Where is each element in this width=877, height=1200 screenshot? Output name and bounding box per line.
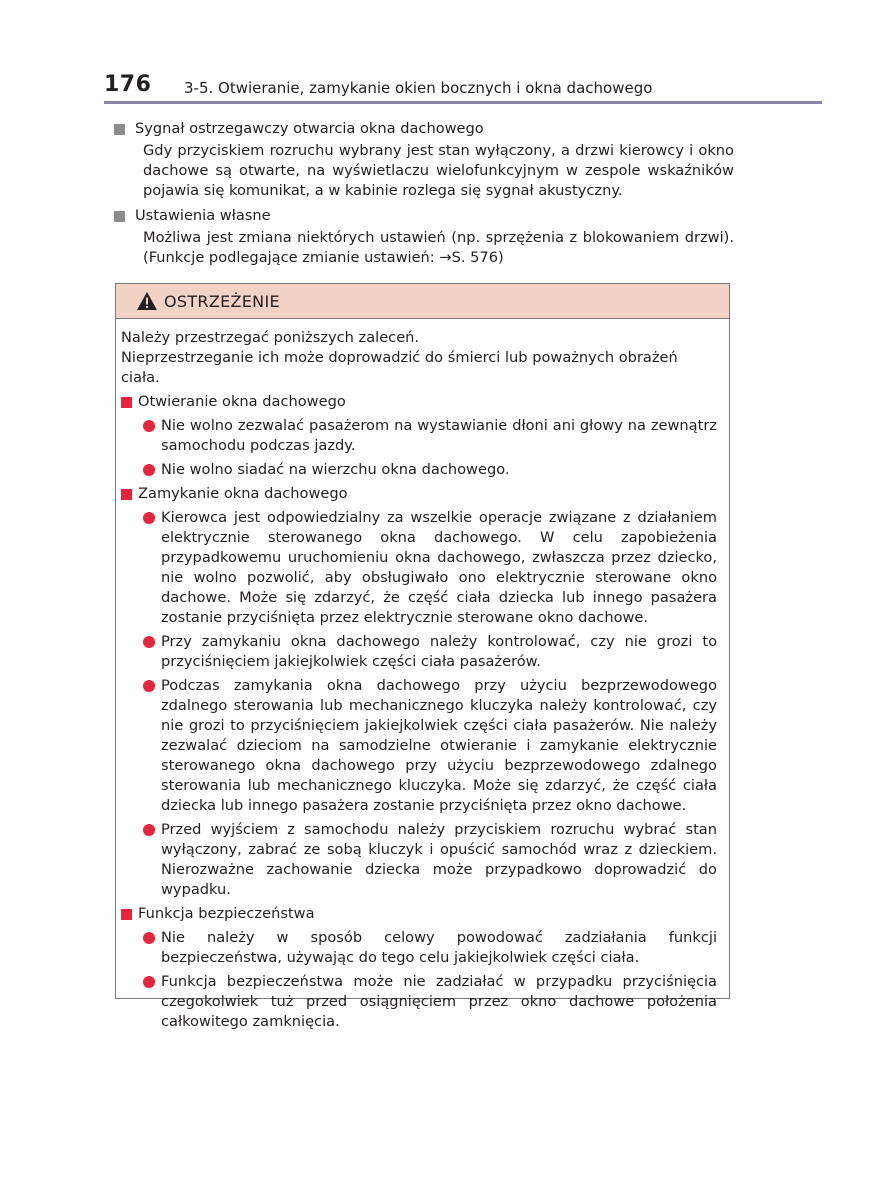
square-bullet-icon xyxy=(121,489,132,500)
bullet-dot-icon xyxy=(143,464,155,476)
warning-group-heading xyxy=(121,484,717,504)
section-heading xyxy=(114,206,734,226)
warning-intro-line: Nieprzestrzeganie ich może doprowadzić do śmierci lub poważnych obrażeń ciała. xyxy=(121,349,678,386)
warning-body xyxy=(116,319,729,1032)
section-paragraph: Gdy przyciskiem rozruchu wybrany jest stan wyłączony, a drzwi kierowcy i okno dachowe są otwarte, na wyświetlaczu wielofunkcyjnym w zespole wskaźników pojawia się komunikat, a w kabinie rozlega się sygnał akustyczny. xyxy=(143,142,734,199)
page-header xyxy=(0,0,877,104)
bullet-dot-icon xyxy=(143,636,155,648)
bullet-dot-icon xyxy=(143,976,155,988)
warning-bullet-text: Nie należy w sposób celowy powodować zadziałania funkcji bezpieczeństwa, używając do tego celu jakiejkolwiek części ciała. xyxy=(161,929,717,966)
warning-bullet-text: Nie wolno siadać na wierzchu okna dachowego. xyxy=(161,461,510,478)
section-custom-settings xyxy=(114,206,734,268)
warning-bullet xyxy=(143,928,717,968)
square-bullet-icon xyxy=(114,211,125,222)
warning-bullet xyxy=(143,972,717,1032)
warning-bullet xyxy=(143,820,717,900)
warning-group-heading-text: Funkcja bezpieczeństwa xyxy=(138,905,315,922)
square-bullet-icon xyxy=(121,909,132,920)
warning-bullet xyxy=(143,460,717,480)
warning-bullet xyxy=(143,676,717,816)
square-bullet-icon xyxy=(121,397,132,408)
header-divider xyxy=(104,101,822,104)
warning-header xyxy=(116,284,729,319)
section-heading-text: Sygnał ostrzegawczy otwarcia okna dachowego xyxy=(135,120,484,137)
warning-bullet-text: Kierowca jest odpowiedzialny za wszelkie operacje związane z działaniem elektrycznie sterowanego okna dachowego. W celu zapobieżenia przypadkowemu uruchomieniu okna dachowego, zwłaszcza przez dziecko, nie wolno pozwolić, aby obsługiwało ono elektrycznie sterowane okno dachowe. Może się zdarzyć, że część ciała dziecka lub innego pasażera zostanie przyciśnięta przez elektrycznie sterowane okno dachowe. xyxy=(161,509,717,626)
section-paragraph: Możliwa jest zmiana niektórych ustawień (np. sprzężenia z blokowaniem drzwi). (Funkcje podlegające zmianie ustawień: →S. 576) xyxy=(143,229,734,266)
warning-bullet-text: Podczas zamykania okna dachowego przy użyciu bezprzewodowego zdalnego sterowania lub mechanicznego kluczyka należy kontrolować, czy nie grozi to przyciśnięciem jakiejkolwiek części ciała pasażerów. Nie należy zezwalać dzieciom na samodzielne otwieranie i zamykanie elektrycznie sterowanego okna dachowego przy użyciu bezprzewodowego zdalnego sterowania lub mechanicznego kluczyka. Może się zdarzyć, że część ciała dziecka lub innego pasażera zostanie przyciśnięta przez okno dachowe. xyxy=(161,677,717,814)
warning-group-heading xyxy=(121,392,717,412)
warning-group-heading-text: Otwieranie okna dachowego xyxy=(138,393,346,410)
section-sunroof-warning-signal xyxy=(114,119,734,201)
warning-group-heading xyxy=(121,904,717,924)
bullet-dot-icon xyxy=(143,420,155,432)
warning-bullet-text: Funkcja bezpieczeństwa może nie zadziałać w przypadku przyciśnięcia czegokolwiek tuż przed osiągnięciem przez okno dachowe położenia całkowitego zamknięcia. xyxy=(161,973,717,1030)
warning-bullet xyxy=(143,632,717,672)
warning-group-heading-text: Zamykanie okna dachowego xyxy=(138,485,348,502)
warning-bullet xyxy=(143,508,717,628)
warning-bullet xyxy=(143,416,717,456)
bullet-dot-icon xyxy=(143,512,155,524)
bullet-dot-icon xyxy=(143,824,155,836)
warning-intro-line: Należy przestrzegać poniższych zaleceń. xyxy=(121,329,420,346)
square-bullet-icon xyxy=(114,124,125,135)
chapter-title: 3-5. Otwieranie, zamykanie okien bocznych i okna dachowego xyxy=(184,79,653,97)
bullet-dot-icon xyxy=(143,932,155,944)
page-number: 176 xyxy=(104,72,152,97)
warning-triangle-icon xyxy=(136,291,158,311)
section-heading xyxy=(114,119,734,139)
warning-title: OSTRZEŻENIE xyxy=(164,291,280,311)
warning-bullet-text: Nie wolno zezwalać pasażerom na wystawianie dłoni ani głowy na zewnątrz samochodu podczas jazdy. xyxy=(161,417,717,454)
warning-box xyxy=(115,283,730,1030)
bullet-dot-icon xyxy=(143,680,155,692)
warning-bullet-text: Przy zamykaniu okna dachowego należy kontrolować, czy nie grozi to przyciśnięciem jakiejkolwiek części ciała pasażerów. xyxy=(161,633,717,670)
warning-bullet-text: Przed wyjściem z samochodu należy przyciskiem rozruchu wybrać stan wyłączony, zabrać ze sobą kluczyk i opuścić samochód wraz z dzieckiem. Nierozważne zachowanie dziecka może przypadkowo doprowadzić do wypadku. xyxy=(161,821,717,898)
section-heading-text: Ustawienia własne xyxy=(135,207,271,224)
